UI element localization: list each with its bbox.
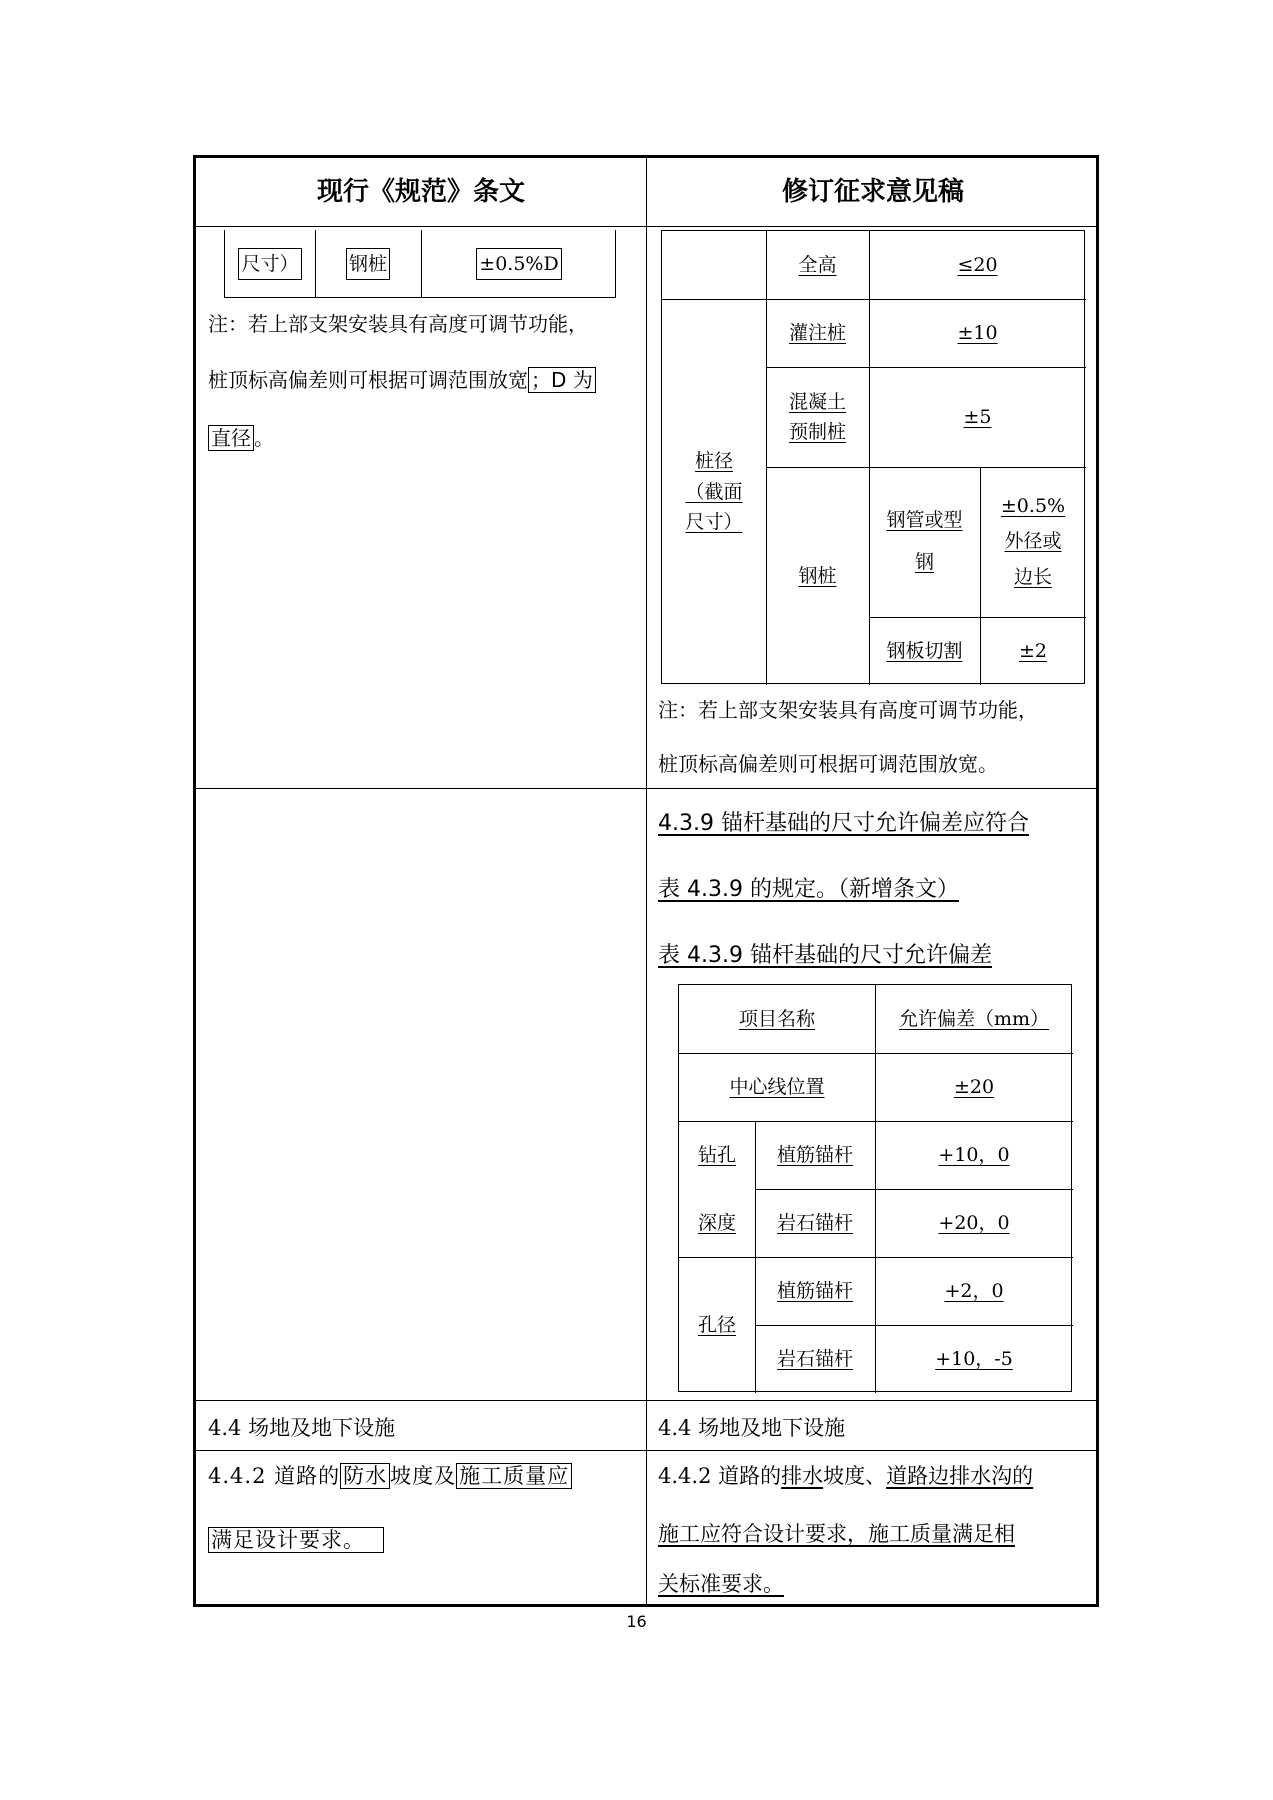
current-note-line3: 直径 。 [208, 422, 274, 451]
cell-rebar-anchor-depth: 植筋锚杆 [776, 1143, 853, 1166]
cell-steel-plate: 钢板切割 [886, 639, 963, 662]
cell-bored-pile-value: ±10 [957, 321, 998, 344]
header-current: 现行《规范》条文 [316, 177, 525, 207]
row-divider [196, 1400, 1096, 1401]
revised-note-line1: 注：若上部支架安装具有高度可调节功能， [658, 698, 1038, 722]
cell-steel-pile: 钢桩 [798, 564, 837, 587]
cell-rock-anchor-depth-value: +20，0 [938, 1211, 1010, 1234]
anchor-tolerance-table [678, 984, 1072, 1392]
cell-rock-anchor-diameter: 岩石锚杆 [776, 1347, 853, 1370]
current-pile-table [224, 230, 616, 298]
current-note-line2: 桩顶标高偏差则可根据可调范围放宽 ；D 为 [208, 364, 596, 393]
row-divider [196, 226, 1096, 227]
cell-rock-anchor-diameter-value: +10，-5 [935, 1347, 1013, 1370]
cell-size: 尺寸） [238, 248, 301, 280]
revised-clause-442-line3: 关标准要求。 [658, 1572, 784, 1596]
comparison-table [193, 155, 1099, 1607]
cell-steel-pile: 钢桩 [346, 248, 390, 280]
cell-steel-tube-value: ±0.5% 外径或 边长 [1000, 495, 1066, 588]
current-clause-442-line1: 4.4.2 道路的 防水 坡度及 施工质量应 [208, 1460, 572, 1490]
revised-clause-442-line2: 施工应符合设计要求，施工质量满足相 [658, 1522, 1015, 1546]
row-divider [196, 788, 1096, 789]
clause-439-line2: 表 4.3.9 的规定。（新增条文） [658, 877, 959, 902]
cell-full-height-value: ≤20 [957, 253, 998, 276]
clause-439-line1: 4.3.9 锚杆基础的尺寸允许偏差应符合 [658, 811, 1029, 836]
cell-rebar-anchor-diameter-value: +2，0 [944, 1279, 1004, 1302]
header-revised: 修订征求意见稿 [781, 177, 964, 207]
cell-rebar-anchor-diameter: 植筋锚杆 [776, 1279, 853, 1302]
cell-full-height: 全高 [798, 253, 837, 276]
cell-rock-anchor-depth: 岩石锚杆 [776, 1211, 853, 1234]
revised-section-44: 4.4 场地及地下设施 [658, 1416, 846, 1440]
header-item-name: 项目名称 [738, 1007, 815, 1030]
header-tolerance: 允许偏差（mm） [898, 1007, 1050, 1030]
cell-bored-pile: 灌注桩 [788, 321, 846, 344]
page-number: 16 [626, 1612, 647, 1631]
cell-tolerance: ±0.5%D [476, 248, 561, 280]
revised-clause-442-line1: 4.4.2 道路的排水坡度、道路边排水沟的 [658, 1464, 1034, 1488]
current-note-line1: 注：若上部支架安装具有高度可调节功能， [208, 312, 588, 336]
cell-rebar-anchor-depth-value: +10，0 [938, 1143, 1010, 1166]
current-section-44: 4.4 场地及地下设施 [208, 1416, 396, 1440]
cell-precast-pile-value: ±5 [963, 405, 992, 428]
cell-hole-diameter: 孔径 [697, 1313, 736, 1336]
current-clause-442-line2: 满足设计要求。 [208, 1524, 384, 1554]
revised-pile-table [661, 230, 1085, 684]
note-d-diameter: ；D 为 [528, 367, 596, 393]
cell-precast-pile: 混凝土 预制桩 [788, 390, 846, 443]
note-diameter: 直径 [208, 425, 254, 451]
cell-steel-tube: 钢管或型 钢 [886, 509, 963, 573]
cell-centerline-value: ±20 [953, 1075, 995, 1098]
revised-note-line2: 桩顶标高偏差则可根据可调范围放宽。 [658, 752, 998, 776]
column-divider [646, 158, 647, 1604]
cell-drill-hole: 钻孔 [697, 1143, 736, 1166]
cell-depth: 深度 [697, 1211, 736, 1234]
row-divider [196, 1450, 1096, 1451]
cell-steel-plate-value: ±2 [1018, 639, 1047, 662]
cell-pile-diameter: 桩径 （截面 尺寸） [685, 450, 743, 534]
cell-centerline: 中心线位置 [729, 1075, 825, 1098]
table-439-title: 表 4.3.9 锚杆基础的尺寸允许偏差 [658, 943, 992, 968]
